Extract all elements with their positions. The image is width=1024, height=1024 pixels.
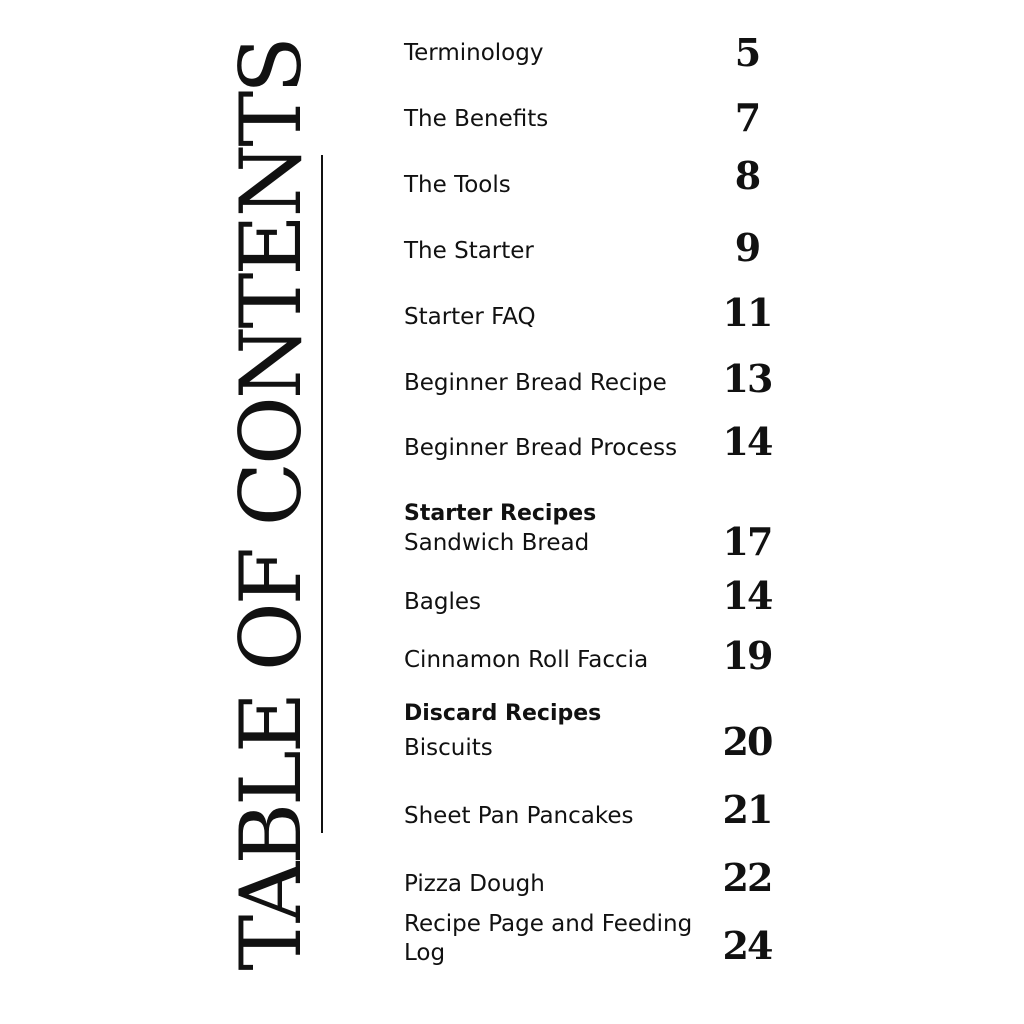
page-number-starter-faq: 11 [722,290,772,335]
entry-label-bagles: Bagles [404,589,481,615]
section-heading-starter-recipes: Starter Recipes [404,501,597,526]
section-heading-discard-recipes: Discard Recipes [404,701,602,726]
entry-label-beginner-bread-process: Beginner Bread Process [404,435,678,461]
entry-label-beginner-bread-recipe: Beginner Bread Recipe [404,370,667,396]
page-number-biscuits: 20 [722,719,772,764]
entry-label-sheet-pan-pancakes: Sheet Pan Pancakes [404,803,634,829]
page-number-pizza-dough: 22 [722,855,772,900]
page-title: TABLE OF CONTENTS [222,39,320,971]
entry-label-terminology: Terminology [404,40,544,66]
page-number-the-benefits: 7 [734,95,760,140]
page-number-bagles: 14 [722,573,772,618]
entry-label-pizza-dough: Pizza Dough [404,871,545,897]
page-number-terminology: 5 [734,30,760,75]
page-number-beginner-bread-process: 14 [722,419,772,464]
entry-label-the-starter: The Starter [404,238,534,264]
entry-label-sandwich-bread: Sandwich Bread [404,530,590,556]
page-number-the-starter: 9 [734,225,760,270]
page-number-recipe-page-and-feeding-log: 24 [722,923,772,968]
page-number-cinnamon-roll-faccia: 19 [722,633,772,678]
entry-label-biscuits: Biscuits [404,735,493,761]
title-divider [321,155,323,833]
entry-label-the-benefits: The Benefits [404,106,549,132]
page-number-sandwich-bread: 17 [722,519,772,564]
page-number-the-tools: 8 [734,153,760,198]
entry-label-starter-faq: Starter FAQ [404,304,536,330]
entry-label-the-tools: The Tools [404,172,511,198]
entry-label-recipe-page-and-feeding-log: Recipe Page and Feeding Log [404,911,693,966]
title-container [222,39,320,971]
page-number-beginner-bread-recipe: 13 [722,356,772,401]
page-number-sheet-pan-pancakes: 21 [722,787,772,832]
entry-label-cinnamon-roll-faccia: Cinnamon Roll Faccia [404,647,649,673]
